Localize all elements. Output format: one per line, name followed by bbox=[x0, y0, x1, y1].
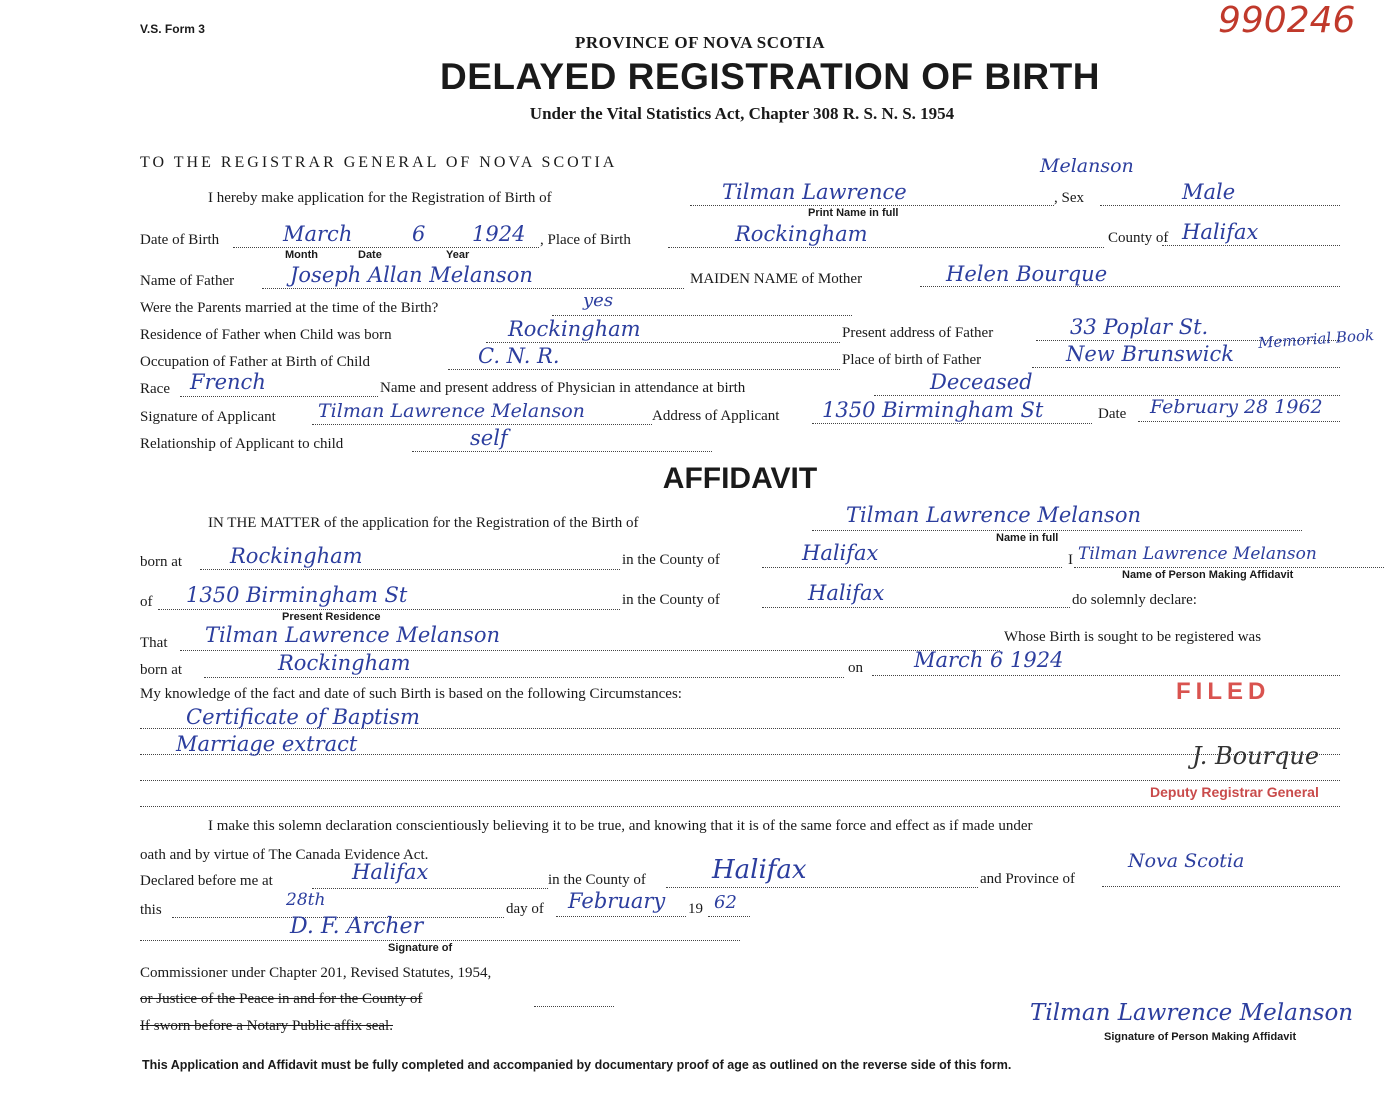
province-label: and Province of bbox=[980, 871, 1075, 887]
sex-value: Male bbox=[1182, 180, 1236, 204]
born-at-value: Rockingham bbox=[230, 544, 363, 568]
of-label: of bbox=[140, 594, 153, 610]
physician-label: Name and present address of Physician in attendance at birth bbox=[380, 380, 746, 396]
affiant-name-value: Tilman Lawrence Melanson bbox=[1078, 544, 1317, 564]
occupation-value: C. N. R. bbox=[478, 344, 560, 368]
matter-label: IN THE MATTER of the application for the Registration of the Birth of bbox=[208, 515, 639, 531]
married-label: Were the Parents married at the time of the Birth? bbox=[140, 300, 439, 316]
matter-name-value: Tilman Lawrence Melanson bbox=[846, 503, 1142, 527]
declaration-line-2: oath and by virtue of The Canada Evidence Act. bbox=[140, 847, 429, 863]
mother-label: MAIDEN NAME of Mother bbox=[690, 271, 863, 287]
commissioner-line-3: If sworn before a Notary Public affix seal. bbox=[140, 1018, 393, 1034]
place-label: , Place of Birth bbox=[540, 232, 631, 248]
res-father-label: Residence of Father when Child was born bbox=[140, 327, 392, 343]
commissioner-signature: D. F. Archer bbox=[290, 914, 424, 939]
father-birthplace-value: New Brunswick bbox=[1066, 342, 1234, 366]
registrar-signature: J. Bourque bbox=[1192, 742, 1320, 770]
res-county-label: in the County of bbox=[622, 592, 720, 608]
race-label: Race bbox=[140, 381, 170, 397]
print-name-caption: Print Name in full bbox=[808, 207, 899, 219]
memorial-note: Memorial Book bbox=[1257, 325, 1375, 353]
county-label: County of bbox=[1108, 230, 1169, 246]
signature-label: Signature of Applicant bbox=[140, 409, 276, 425]
this-label: this bbox=[140, 902, 162, 918]
on-label: on bbox=[848, 660, 863, 676]
name-in-full-caption: Name in full bbox=[996, 532, 1059, 544]
province-heading: PROVINCE OF NOVA SCOTIA bbox=[574, 33, 825, 52]
that-name-value: Tilman Lawrence Melanson bbox=[205, 623, 501, 647]
year-caption: Year bbox=[446, 249, 470, 261]
physician-value: Deceased bbox=[930, 370, 1033, 394]
in-county-label: in the County of bbox=[622, 552, 720, 568]
county-value: Halifax bbox=[1182, 220, 1259, 244]
res-father-value: Rockingham bbox=[508, 317, 641, 341]
mother-value: Helen Bourque bbox=[946, 262, 1108, 286]
race-value: French bbox=[190, 370, 266, 394]
date-caption: Date bbox=[358, 249, 382, 261]
declaration-line-1: I make this solemn declaration conscientiously believing it to be true, and knowing that it is of the same force and effect as if made under bbox=[208, 818, 1033, 834]
occupation-label: Occupation of Father at Birth of Child bbox=[140, 354, 370, 370]
child-name-value: Tilman Lawrence bbox=[722, 180, 907, 204]
father-label: Name of Father bbox=[140, 273, 235, 289]
addressee: TO THE REGISTRAR GENERAL OF NOVA SCOTIA bbox=[140, 154, 618, 171]
decl-county-label: in the County of bbox=[548, 872, 646, 888]
year-value: 62 bbox=[714, 892, 737, 913]
address-value: 1350 Birmingham St bbox=[822, 398, 1044, 422]
day-of-label: day of bbox=[506, 901, 544, 917]
date-value: February 28 1962 bbox=[1150, 396, 1323, 418]
married-value: yes bbox=[583, 290, 614, 311]
registrar-caption: Deputy Registrar General bbox=[1150, 784, 1319, 800]
whose-birth-label: Whose Birth is sought to be registered was bbox=[1004, 629, 1262, 645]
circumstance-2: Marriage extract bbox=[176, 732, 358, 756]
page-subtitle: Under the Vital Statistics Act, Chapter 308 R. S. N. S. 1954 bbox=[529, 104, 955, 123]
circumstance-1: Certificate of Baptism bbox=[186, 705, 420, 729]
knowledge-label: My knowledge of the fact and date of such Birth is based on the following Circumstances: bbox=[140, 686, 682, 702]
affidavit-title: AFFIDAVIT bbox=[662, 462, 818, 495]
declare-label: do solemnly declare: bbox=[1072, 592, 1197, 608]
date-label: Date bbox=[1098, 406, 1127, 422]
dob-label: Date of Birth bbox=[140, 232, 220, 248]
born-at-label: born at bbox=[140, 554, 183, 570]
day-value: 28th bbox=[286, 890, 326, 910]
page-title: DELAYED REGISTRATION OF BIRTH bbox=[440, 56, 1100, 97]
residence-value: 1350 Birmingham St bbox=[186, 583, 408, 607]
commissioner-line-2: or Justice of the Peace in and for the County of bbox=[140, 991, 423, 1007]
applicant-signature: Tilman Lawrence Melanson bbox=[318, 400, 585, 422]
father-birthplace-label: Place of birth of Father bbox=[842, 352, 982, 368]
relationship-label: Relationship of Applicant to child bbox=[140, 436, 344, 452]
residence-caption: Present Residence bbox=[282, 611, 381, 623]
place-of-birth-value: Rockingham bbox=[735, 222, 868, 246]
born-at2-value: Rockingham bbox=[278, 651, 411, 675]
born-at2-label: born at bbox=[140, 662, 183, 678]
affiant-signature: Tilman Lawrence Melanson bbox=[1030, 1000, 1354, 1026]
address-label: Address of Applicant bbox=[652, 408, 780, 424]
dob-year-value: 1924 bbox=[472, 222, 526, 246]
dob-month-value: March bbox=[283, 222, 353, 246]
file-number: 990246 bbox=[1218, 0, 1356, 41]
filed-stamp: FILED bbox=[1176, 678, 1271, 705]
born-county-value: Halifax bbox=[802, 541, 879, 565]
res-county-value: Halifax bbox=[808, 581, 885, 605]
affiant-signature-caption: Signature of Person Making Affidavit bbox=[1104, 1031, 1297, 1043]
decl-county-value: Halifax bbox=[712, 855, 807, 885]
province-value: Nova Scotia bbox=[1128, 850, 1245, 872]
sex-label: , Sex bbox=[1054, 190, 1084, 206]
declared-label: Declared before me at bbox=[140, 873, 273, 889]
present-addr-value: 33 Poplar St. bbox=[1070, 315, 1209, 339]
month-value: February bbox=[568, 889, 666, 913]
footer-note: This Application and Affidavit must be fully completed and accompanied by documentary proof of age as outlined on the reverse side of this form. bbox=[142, 1058, 1012, 1072]
that-label: That bbox=[140, 635, 168, 651]
present-addr-label: Present address of Father bbox=[842, 325, 994, 341]
declared-at-value: Halifax bbox=[352, 860, 429, 884]
form-number: V.S. Form 3 bbox=[140, 22, 205, 36]
month-caption: Month bbox=[285, 249, 318, 261]
dob-day-value: 6 bbox=[412, 222, 426, 246]
affiant-caption: Name of Person Making Affidavit bbox=[1122, 569, 1294, 581]
commissioner-line-1: Commissioner under Chapter 201, Revised Statutes, 1954, bbox=[140, 965, 492, 981]
surname-value: Melanson bbox=[1040, 155, 1134, 177]
i-label: I bbox=[1068, 552, 1073, 568]
relationship-value: self bbox=[470, 426, 508, 450]
father-value: Joseph Allan Melanson bbox=[290, 263, 533, 287]
born-on-value: March 6 1924 bbox=[914, 648, 1064, 672]
signature-of-caption: Signature of bbox=[388, 942, 453, 954]
year-prefix: 19 bbox=[688, 901, 703, 917]
intro-label: I hereby make application for the Registration of Birth of bbox=[208, 190, 552, 206]
